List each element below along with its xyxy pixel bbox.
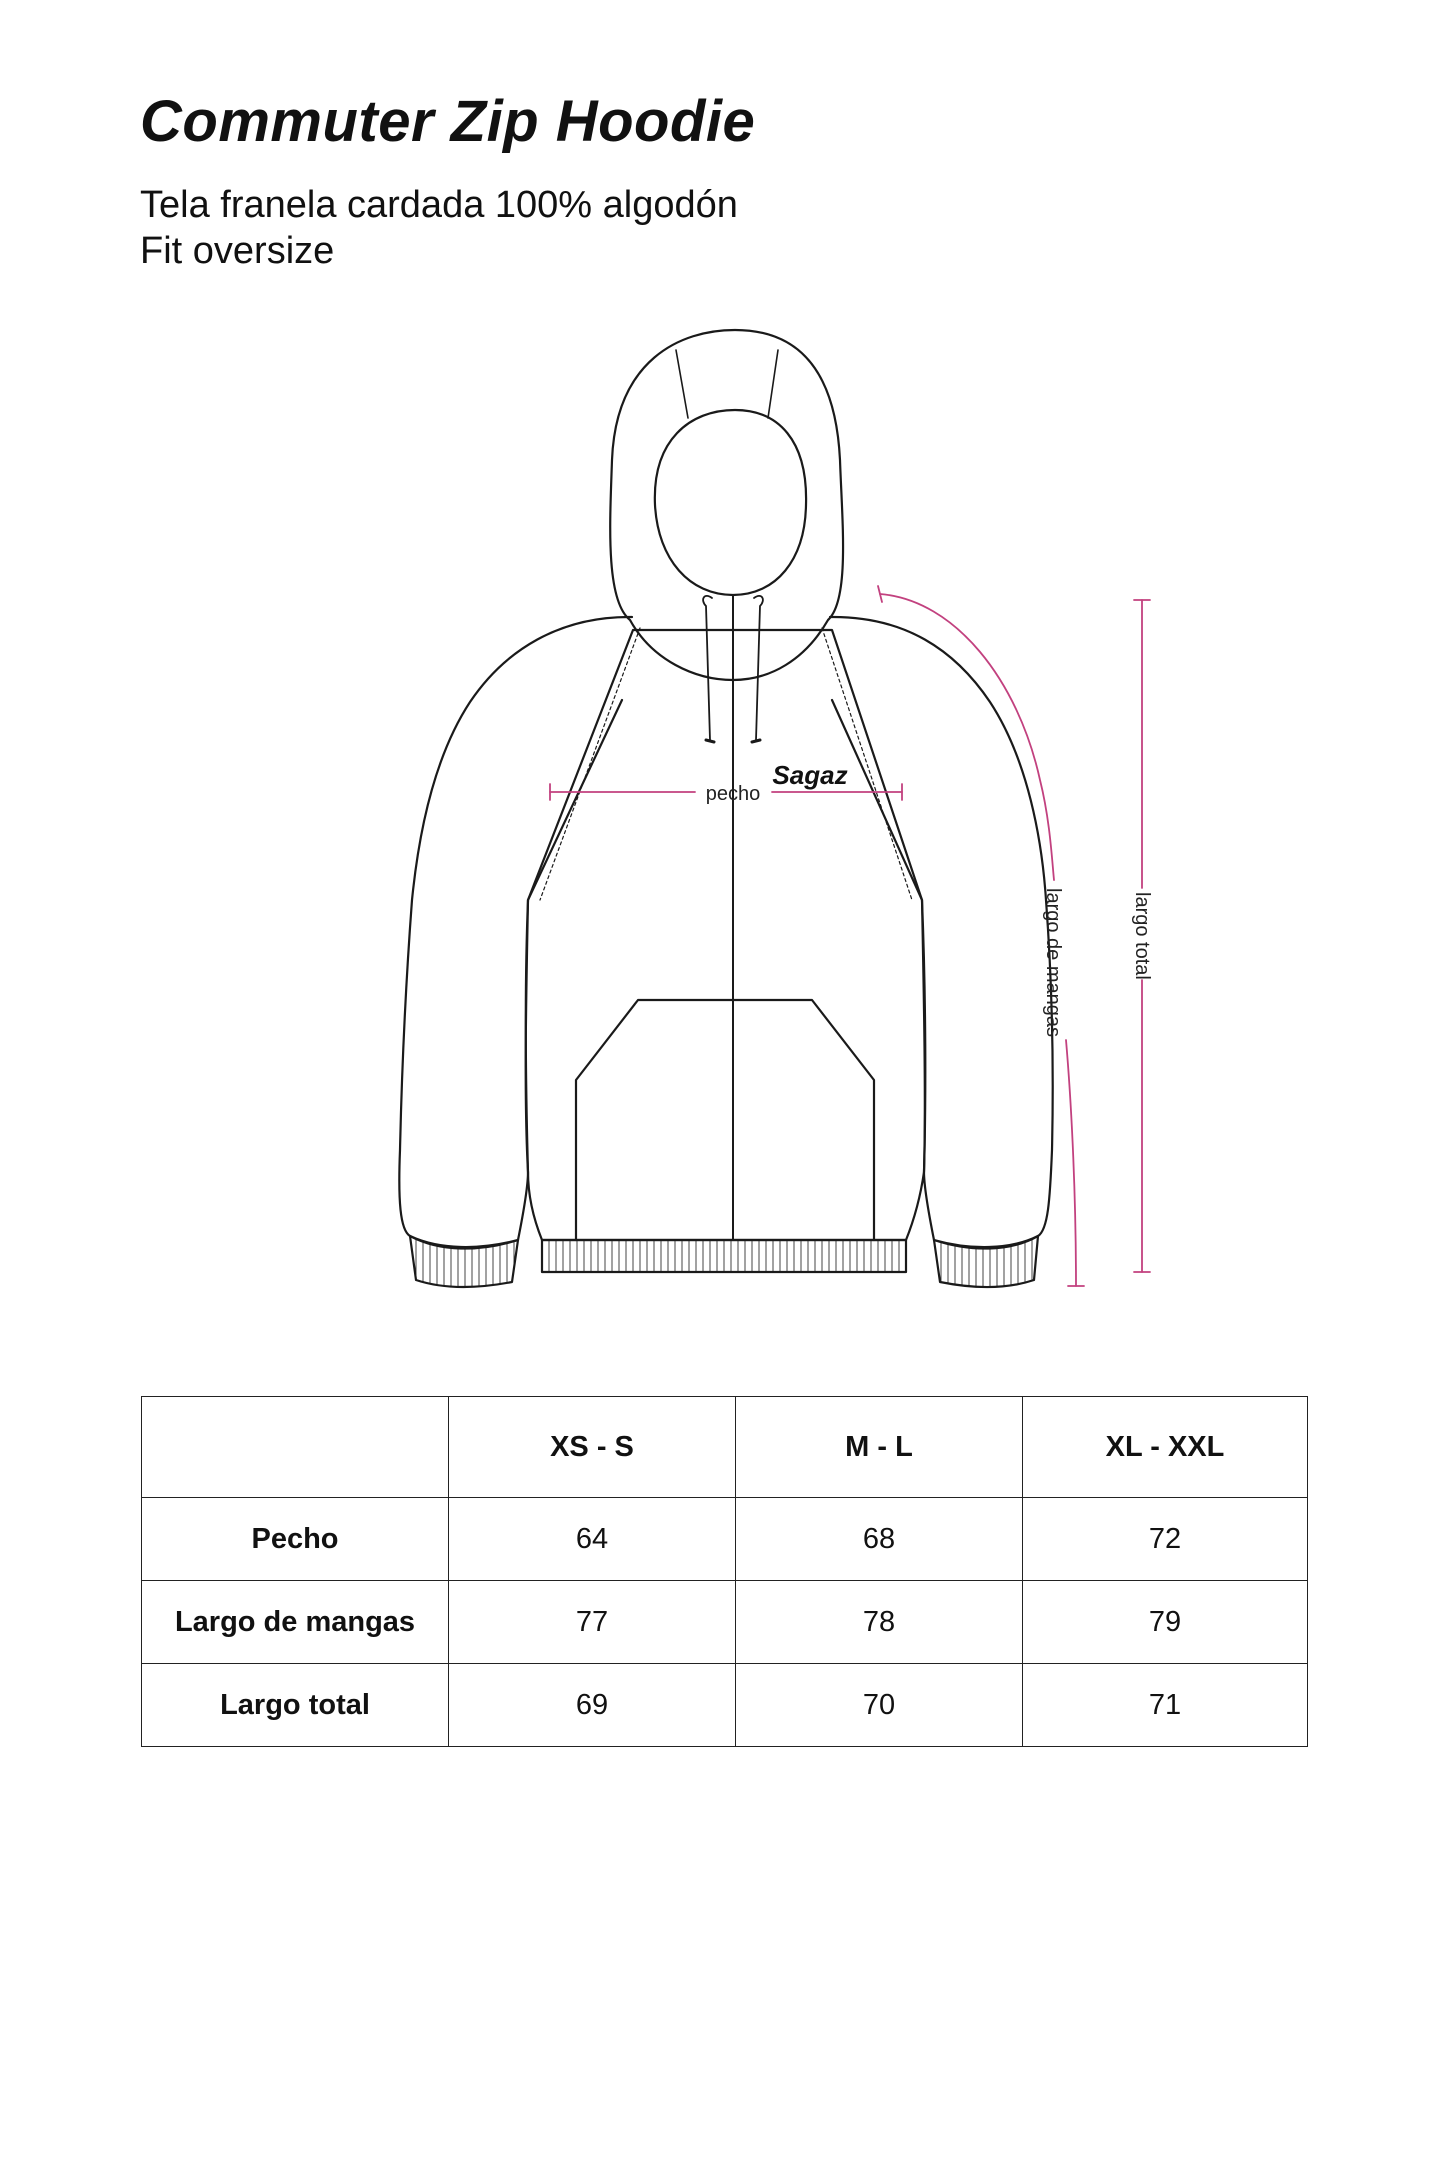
total-length-label: largo total [1131,892,1153,980]
table-row [142,1664,1308,1747]
page-title: Commuter Zip Hoodie [140,89,756,154]
table-cell: 78 [736,1581,1023,1664]
row-label-pecho: Pecho [142,1498,449,1581]
left-sleeve [399,617,632,1247]
raglan-seam-left [540,628,640,900]
table-row [142,1498,1308,1581]
waistband [542,1240,906,1272]
drawstring-left [703,596,712,740]
row-label-largo-de-mangas: Largo de mangas [142,1581,449,1664]
kangaroo-pocket [576,1000,874,1240]
table-cell: 71 [1023,1664,1308,1747]
brand-logo: Sagaz [772,760,848,790]
row-label-largo-total: Largo total [142,1664,449,1747]
table-cell: 77 [449,1581,736,1664]
table-header-xs-s: XS - S [449,1397,736,1498]
hood-seam-right [768,350,778,418]
table-header-empty [142,1397,449,1498]
hoodie-diagram [0,300,1445,1320]
hood-seam-left [676,350,688,418]
table-header-xl-xxl: XL - XXL [1023,1397,1308,1498]
sleeve-label: largo de mangas [1042,888,1064,1037]
right-cuff [934,1236,1038,1287]
hood-outline [610,330,843,680]
table-header-m-l: M - L [736,1397,1023,1498]
table-cell: 64 [449,1498,736,1581]
table-cell: 70 [736,1664,1023,1747]
sleeve-measure-arc [880,594,1054,880]
chest-label: pecho [705,783,761,805]
table-cell: 79 [1023,1581,1308,1664]
fit-line: Fit oversize [140,230,335,272]
table-header-row [142,1397,1308,1498]
table-cell: 72 [1023,1498,1308,1581]
size-chart-table [141,1396,1308,1747]
table-row [142,1581,1308,1664]
table-cell: 68 [736,1498,1023,1581]
right-sleeve [830,617,1053,1247]
hood-opening [655,410,806,595]
left-cuff [410,1236,518,1287]
drawstring-right [754,596,763,740]
fabric-line: Tela franela cardada 100% algodón [140,184,738,226]
table-cell: 69 [449,1664,736,1747]
body-outline [526,630,925,1240]
product-description [140,182,738,274]
